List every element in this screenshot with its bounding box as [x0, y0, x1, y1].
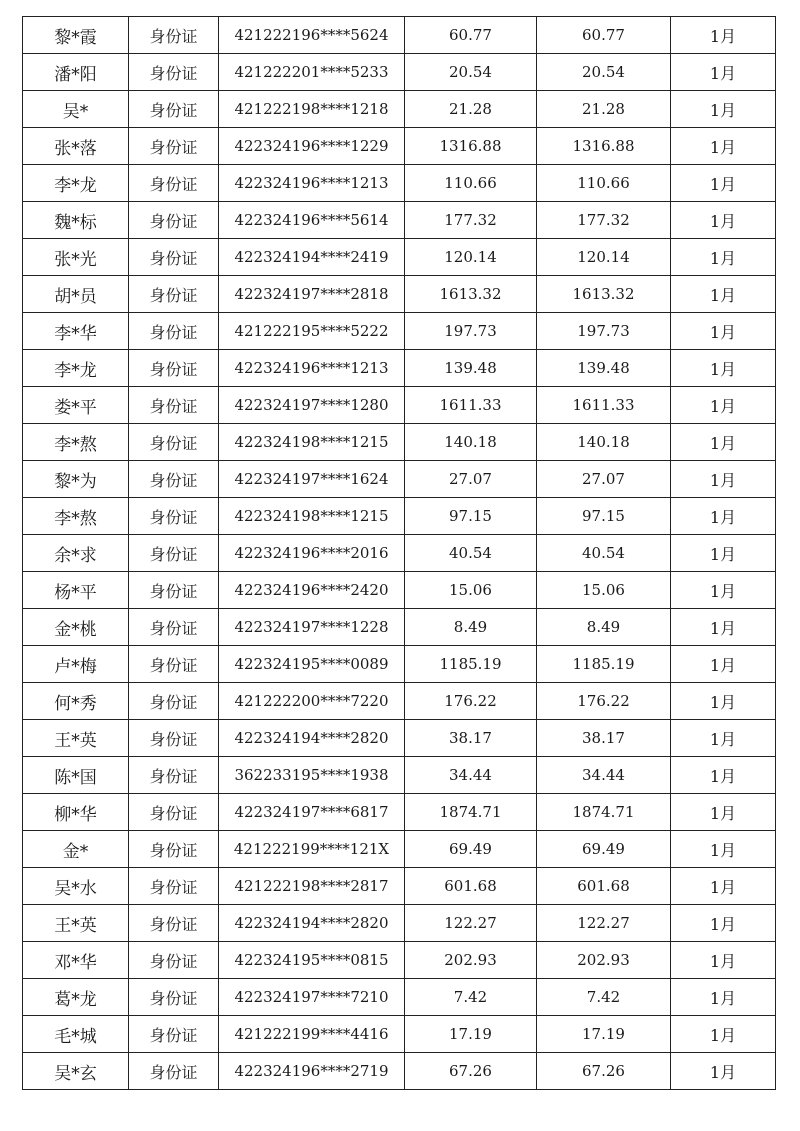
table-row	[23, 535, 776, 572]
amount-paid-cell: 38.17	[537, 720, 671, 757]
month-cell: 1月	[671, 424, 776, 461]
month-cell: 1月	[671, 535, 776, 572]
name-cell: 金*桃	[23, 609, 129, 646]
amount-paid-cell: 69.49	[537, 831, 671, 868]
id-type-cell: 身份证	[129, 609, 219, 646]
table-body	[23, 17, 776, 1090]
amount-cell: 139.48	[405, 350, 537, 387]
table-row	[23, 831, 776, 868]
name-cell: 吴*玄	[23, 1053, 129, 1090]
id-number-cell: 421222200****7220	[219, 683, 405, 720]
amount-cell: 15.06	[405, 572, 537, 609]
month-cell: 1月	[671, 720, 776, 757]
id-number-cell: 422324196****1213	[219, 165, 405, 202]
amount-cell: 67.26	[405, 1053, 537, 1090]
id-number-cell: 421222201****5233	[219, 54, 405, 91]
month-cell: 1月	[671, 831, 776, 868]
amount-paid-cell: 139.48	[537, 350, 671, 387]
id-number-cell: 422324197****1624	[219, 461, 405, 498]
amount-paid-cell: 140.18	[537, 424, 671, 461]
id-number-cell: 422324196****2016	[219, 535, 405, 572]
id-type-cell: 身份证	[129, 91, 219, 128]
month-cell: 1月	[671, 498, 776, 535]
name-cell: 柳*华	[23, 794, 129, 831]
table-row	[23, 609, 776, 646]
id-type-cell: 身份证	[129, 942, 219, 979]
amount-paid-cell: 60.77	[537, 17, 671, 54]
amount-cell: 21.28	[405, 91, 537, 128]
month-cell: 1月	[671, 350, 776, 387]
amount-cell: 60.77	[405, 17, 537, 54]
amount-cell: 140.18	[405, 424, 537, 461]
amount-paid-cell: 17.19	[537, 1016, 671, 1053]
id-number-cell: 421222199****4416	[219, 1016, 405, 1053]
name-cell: 吴*水	[23, 868, 129, 905]
month-cell: 1月	[671, 461, 776, 498]
month-cell: 1月	[671, 276, 776, 313]
id-number-cell: 422324198****1215	[219, 498, 405, 535]
amount-cell: 120.14	[405, 239, 537, 276]
amount-cell: 69.49	[405, 831, 537, 868]
id-type-cell: 身份证	[129, 868, 219, 905]
amount-cell: 177.32	[405, 202, 537, 239]
id-type-cell: 身份证	[129, 905, 219, 942]
id-type-cell: 身份证	[129, 202, 219, 239]
table-row	[23, 646, 776, 683]
id-type-cell: 身份证	[129, 387, 219, 424]
name-cell: 胡*员	[23, 276, 129, 313]
month-cell: 1月	[671, 17, 776, 54]
amount-cell: 1613.32	[405, 276, 537, 313]
id-type-cell: 身份证	[129, 239, 219, 276]
table-row	[23, 572, 776, 609]
amount-paid-cell: 8.49	[537, 609, 671, 646]
id-number-cell: 422324196****2719	[219, 1053, 405, 1090]
table-row	[23, 1016, 776, 1053]
name-cell: 王*英	[23, 905, 129, 942]
month-cell: 1月	[671, 202, 776, 239]
id-type-cell: 身份证	[129, 128, 219, 165]
id-number-cell: 421222198****2817	[219, 868, 405, 905]
amount-paid-cell: 1611.33	[537, 387, 671, 424]
id-number-cell: 422324195****0815	[219, 942, 405, 979]
id-number-cell: 422324197****1280	[219, 387, 405, 424]
amount-cell: 122.27	[405, 905, 537, 942]
id-type-cell: 身份证	[129, 1053, 219, 1090]
amount-paid-cell: 97.15	[537, 498, 671, 535]
amount-paid-cell: 20.54	[537, 54, 671, 91]
id-number-cell: 422324194****2419	[219, 239, 405, 276]
month-cell: 1月	[671, 646, 776, 683]
month-cell: 1月	[671, 54, 776, 91]
month-cell: 1月	[671, 387, 776, 424]
name-cell: 杨*平	[23, 572, 129, 609]
table-row	[23, 461, 776, 498]
amount-cell: 34.44	[405, 757, 537, 794]
id-type-cell: 身份证	[129, 424, 219, 461]
name-cell: 陈*国	[23, 757, 129, 794]
id-number-cell: 422324197****1228	[219, 609, 405, 646]
name-cell: 李*华	[23, 313, 129, 350]
amount-paid-cell: 21.28	[537, 91, 671, 128]
id-type-cell: 身份证	[129, 276, 219, 313]
month-cell: 1月	[671, 757, 776, 794]
name-cell: 张*光	[23, 239, 129, 276]
name-cell: 吴*	[23, 91, 129, 128]
name-cell: 葛*龙	[23, 979, 129, 1016]
id-number-cell: 422324197****2818	[219, 276, 405, 313]
id-number-cell: 421222196****5624	[219, 17, 405, 54]
amount-paid-cell: 1316.88	[537, 128, 671, 165]
id-number-cell: 421222198****1218	[219, 91, 405, 128]
amount-paid-cell: 110.66	[537, 165, 671, 202]
month-cell: 1月	[671, 609, 776, 646]
id-number-cell: 422324194****2820	[219, 905, 405, 942]
id-number-cell: 422324196****1213	[219, 350, 405, 387]
amount-paid-cell: 67.26	[537, 1053, 671, 1090]
amount-paid-cell: 15.06	[537, 572, 671, 609]
amount-cell: 197.73	[405, 313, 537, 350]
table-row	[23, 387, 776, 424]
table-row	[23, 54, 776, 91]
table-row	[23, 868, 776, 905]
amount-cell: 38.17	[405, 720, 537, 757]
id-number-cell: 422324197****6817	[219, 794, 405, 831]
name-cell: 邓*华	[23, 942, 129, 979]
table-row	[23, 350, 776, 387]
id-number-cell: 422324195****0089	[219, 646, 405, 683]
id-number-cell: 422324196****1229	[219, 128, 405, 165]
id-type-cell: 身份证	[129, 498, 219, 535]
amount-paid-cell: 1613.32	[537, 276, 671, 313]
amount-paid-cell: 34.44	[537, 757, 671, 794]
amount-cell: 601.68	[405, 868, 537, 905]
name-cell: 黎*为	[23, 461, 129, 498]
name-cell: 李*熬	[23, 424, 129, 461]
month-cell: 1月	[671, 572, 776, 609]
month-cell: 1月	[671, 794, 776, 831]
table-row	[23, 720, 776, 757]
table-row	[23, 313, 776, 350]
name-cell: 卢*梅	[23, 646, 129, 683]
name-cell: 潘*阳	[23, 54, 129, 91]
table-row	[23, 683, 776, 720]
id-type-cell: 身份证	[129, 757, 219, 794]
table-row	[23, 979, 776, 1016]
amount-paid-cell: 7.42	[537, 979, 671, 1016]
amount-paid-cell: 120.14	[537, 239, 671, 276]
id-number-cell: 422324198****1215	[219, 424, 405, 461]
amount-paid-cell: 1185.19	[537, 646, 671, 683]
id-type-cell: 身份证	[129, 831, 219, 868]
amount-cell: 17.19	[405, 1016, 537, 1053]
month-cell: 1月	[671, 1016, 776, 1053]
month-cell: 1月	[671, 91, 776, 128]
id-type-cell: 身份证	[129, 350, 219, 387]
id-number-cell: 422324196****5614	[219, 202, 405, 239]
name-cell: 余*求	[23, 535, 129, 572]
id-type-cell: 身份证	[129, 794, 219, 831]
table-row	[23, 424, 776, 461]
id-type-cell: 身份证	[129, 17, 219, 54]
month-cell: 1月	[671, 868, 776, 905]
id-type-cell: 身份证	[129, 54, 219, 91]
amount-paid-cell: 40.54	[537, 535, 671, 572]
amount-paid-cell: 601.68	[537, 868, 671, 905]
subsidy-table	[22, 16, 776, 1090]
name-cell: 李*龙	[23, 350, 129, 387]
table-row	[23, 794, 776, 831]
id-number-cell: 421222195****5222	[219, 313, 405, 350]
amount-paid-cell: 1874.71	[537, 794, 671, 831]
id-type-cell: 身份证	[129, 646, 219, 683]
table-row	[23, 239, 776, 276]
amount-cell: 202.93	[405, 942, 537, 979]
amount-cell: 40.54	[405, 535, 537, 572]
id-type-cell: 身份证	[129, 683, 219, 720]
month-cell: 1月	[671, 979, 776, 1016]
amount-paid-cell: 176.22	[537, 683, 671, 720]
id-type-cell: 身份证	[129, 165, 219, 202]
name-cell: 黎*霞	[23, 17, 129, 54]
amount-paid-cell: 202.93	[537, 942, 671, 979]
month-cell: 1月	[671, 1053, 776, 1090]
table-row	[23, 202, 776, 239]
table-row	[23, 498, 776, 535]
month-cell: 1月	[671, 239, 776, 276]
name-cell: 张*落	[23, 128, 129, 165]
name-cell: 何*秀	[23, 683, 129, 720]
id-type-cell: 身份证	[129, 1016, 219, 1053]
table-row	[23, 942, 776, 979]
amount-cell: 1185.19	[405, 646, 537, 683]
amount-cell: 20.54	[405, 54, 537, 91]
name-cell: 毛*城	[23, 1016, 129, 1053]
id-type-cell: 身份证	[129, 535, 219, 572]
month-cell: 1月	[671, 683, 776, 720]
table-row	[23, 1053, 776, 1090]
amount-cell: 7.42	[405, 979, 537, 1016]
name-cell: 李*熬	[23, 498, 129, 535]
table-row	[23, 17, 776, 54]
id-type-cell: 身份证	[129, 461, 219, 498]
id-type-cell: 身份证	[129, 720, 219, 757]
amount-cell: 110.66	[405, 165, 537, 202]
month-cell: 1月	[671, 165, 776, 202]
amount-cell: 1874.71	[405, 794, 537, 831]
table-row	[23, 165, 776, 202]
amount-cell: 1316.88	[405, 128, 537, 165]
id-type-cell: 身份证	[129, 572, 219, 609]
name-cell: 魏*标	[23, 202, 129, 239]
amount-paid-cell: 197.73	[537, 313, 671, 350]
id-number-cell: 422324196****2420	[219, 572, 405, 609]
table-row	[23, 905, 776, 942]
id-number-cell: 422324194****2820	[219, 720, 405, 757]
name-cell: 李*龙	[23, 165, 129, 202]
name-cell: 金*	[23, 831, 129, 868]
amount-cell: 1611.33	[405, 387, 537, 424]
month-cell: 1月	[671, 942, 776, 979]
id-number-cell: 362233195****1938	[219, 757, 405, 794]
amount-paid-cell: 122.27	[537, 905, 671, 942]
month-cell: 1月	[671, 128, 776, 165]
month-cell: 1月	[671, 313, 776, 350]
table-row	[23, 276, 776, 313]
amount-cell: 97.15	[405, 498, 537, 535]
id-type-cell: 身份证	[129, 979, 219, 1016]
amount-cell: 176.22	[405, 683, 537, 720]
name-cell: 王*英	[23, 720, 129, 757]
amount-cell: 27.07	[405, 461, 537, 498]
amount-paid-cell: 177.32	[537, 202, 671, 239]
name-cell: 娄*平	[23, 387, 129, 424]
id-number-cell: 422324197****7210	[219, 979, 405, 1016]
table-row	[23, 128, 776, 165]
amount-cell: 8.49	[405, 609, 537, 646]
month-cell: 1月	[671, 905, 776, 942]
table-row	[23, 91, 776, 128]
amount-paid-cell: 27.07	[537, 461, 671, 498]
id-type-cell: 身份证	[129, 313, 219, 350]
id-number-cell: 421222199****121X	[219, 831, 405, 868]
table-row	[23, 757, 776, 794]
